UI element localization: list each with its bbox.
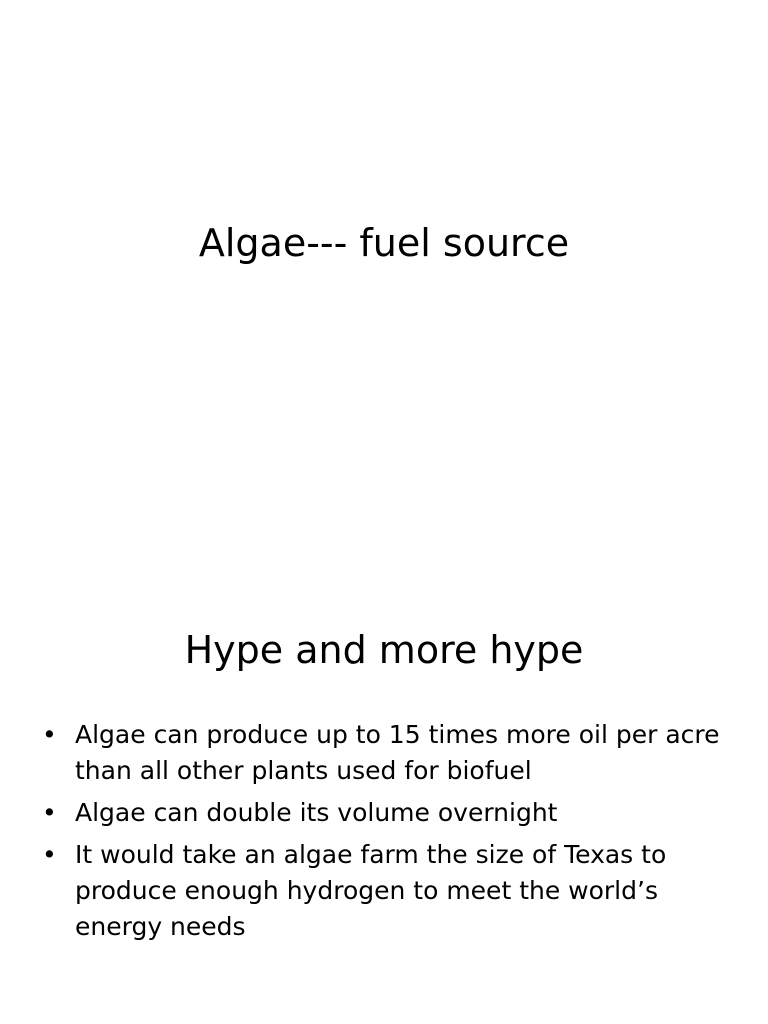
bullet-list xyxy=(42,717,732,951)
bullet-item xyxy=(42,795,732,831)
bullet-item xyxy=(42,717,732,789)
bullet-text: Algae can produce up to 15 times more oil per acre than all other plants used for biofuel xyxy=(75,720,720,785)
bullet-icon: • xyxy=(42,798,57,827)
slide-2 xyxy=(0,512,768,1024)
bullet-icon: • xyxy=(42,720,57,749)
bullet-text: Algae can double its volume overnight xyxy=(75,798,558,827)
bullet-item xyxy=(42,837,732,945)
bullet-text: It would take an algae farm the size of Texas to produce enough hydrogen to meet the world’s energy needs xyxy=(75,840,667,941)
slide-title: Algae--- fuel source xyxy=(198,221,570,265)
slide-title: Hype and more hype xyxy=(184,628,584,672)
bullet-icon: • xyxy=(42,840,57,869)
